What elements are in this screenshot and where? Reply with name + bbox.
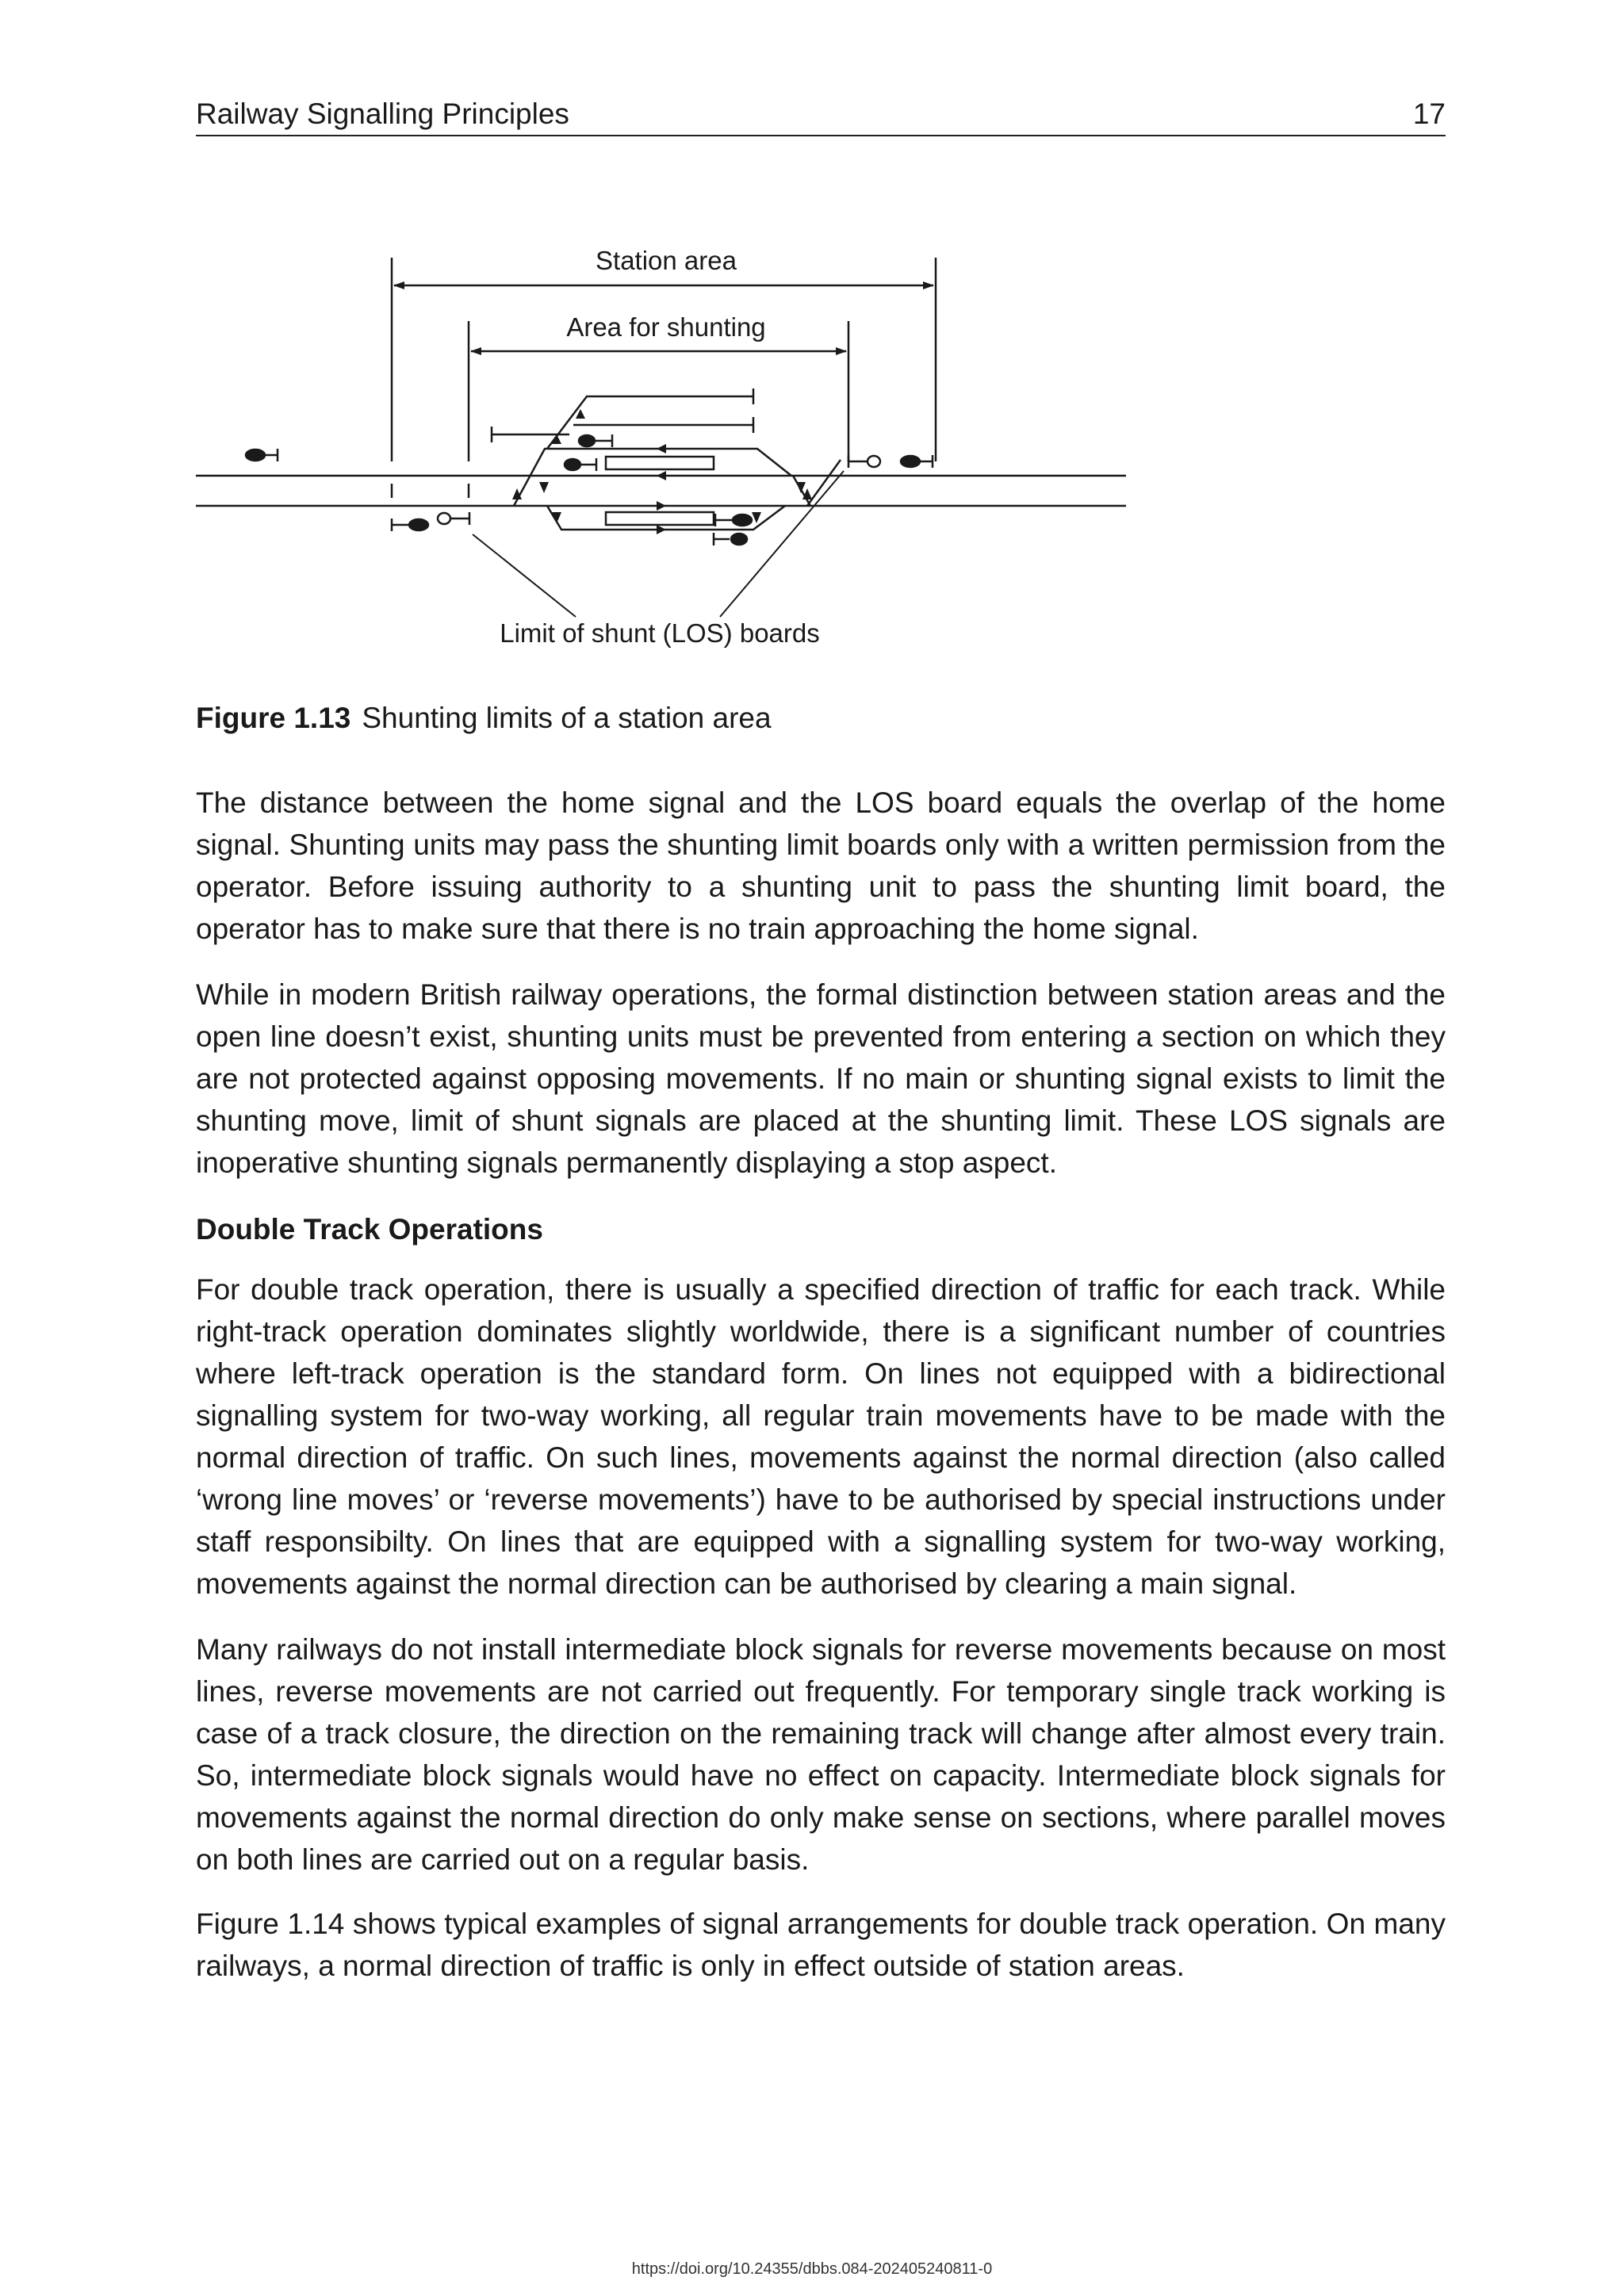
platforms: [606, 457, 714, 525]
page-number: 17: [1412, 98, 1446, 130]
header-title: Railway Signalling Principles: [196, 98, 569, 130]
label-shunting-area: Area for shunting: [566, 312, 766, 342]
label-station-area: Station area: [596, 246, 737, 275]
paragraph-figure-reference: Figure 1.14 shows typical examples of signal arrangements for double track operation. On many railways, a normal direction of traffic is only in effect outside of station areas.: [196, 1908, 1446, 1982]
paragraph-intermediate-block: Many railways do not install intermediate block signals for reverse movements because on most lines, reverse movements are not carried out frequently. For temporary single track working is case of a track closure, the direction on the remaining track will change after almost every train. So, intermediate block signals would have no effect on capacity. Intermediate block signals for movements against the normal direction do only make sense on sections, where parallel moves on both lines are carried out on a regular basis.: [196, 1633, 1446, 1876]
buffer-stops: [392, 388, 753, 498]
station-shunting-diagram: [0, 0, 1624, 682]
shunting-area-dimension: [469, 321, 848, 461]
doi-footer: https://doi.org/10.24355/dbbs.084-202405240811-0: [631, 2260, 993, 2278]
station-area-dimension: [392, 258, 936, 461]
figure-caption: [196, 701, 1446, 736]
paragraph-los-overlap: The distance between the home signal and the LOS board equals the overlap of the home signal. Shunting units may pass the shunting limit boards only with a written permission from the operator. Before issuing authority to a shunting unit to pass the shunting limit board, the operator has to make sure that there is no train approaching the home signal.: [196, 786, 1446, 945]
paragraph-double-track: For double track operation, there is usually a specified direction of traffic for each track. While right-track operation dominates slightly worldwide, there is a significant number of countries where left-track operation is the standard form. On lines not equipped with a bidirectional signalling system for two-way working, all regular train movements have to be made with the normal direction of traffic. On such lines, movements against the normal direction (also called ‘wrong line moves’ or ‘reverse movements’) have to be authorised by special instructions under staff responsibilty. On lines that are equipped with a signalling system for two-way working, movements against the normal direction can be authorised by clearing a main signal.: [196, 1273, 1446, 1600]
section-heading: Double Track Operations: [196, 1213, 543, 1246]
label-los-boards: Limit of shunt (LOS) boards: [500, 618, 820, 648]
paragraph-british-operations: While in modern British railway operations, the formal distinction between station areas and the open line doesn’t exist, shunting units must be prevented from entering a section on which they are not protected against opposing movements. If no main or shunting signal exists to limit the shunting move, limit of shunt signals are placed at the shunting limit. These LOS signals are inoperative shunting signals permanently displaying a stop aspect.: [196, 978, 1446, 1179]
los-leader-lines: [473, 471, 844, 617]
figure-caption-text: Shunting limits of a station area: [362, 702, 772, 734]
figure-caption-label: Figure 1.13: [196, 702, 351, 734]
